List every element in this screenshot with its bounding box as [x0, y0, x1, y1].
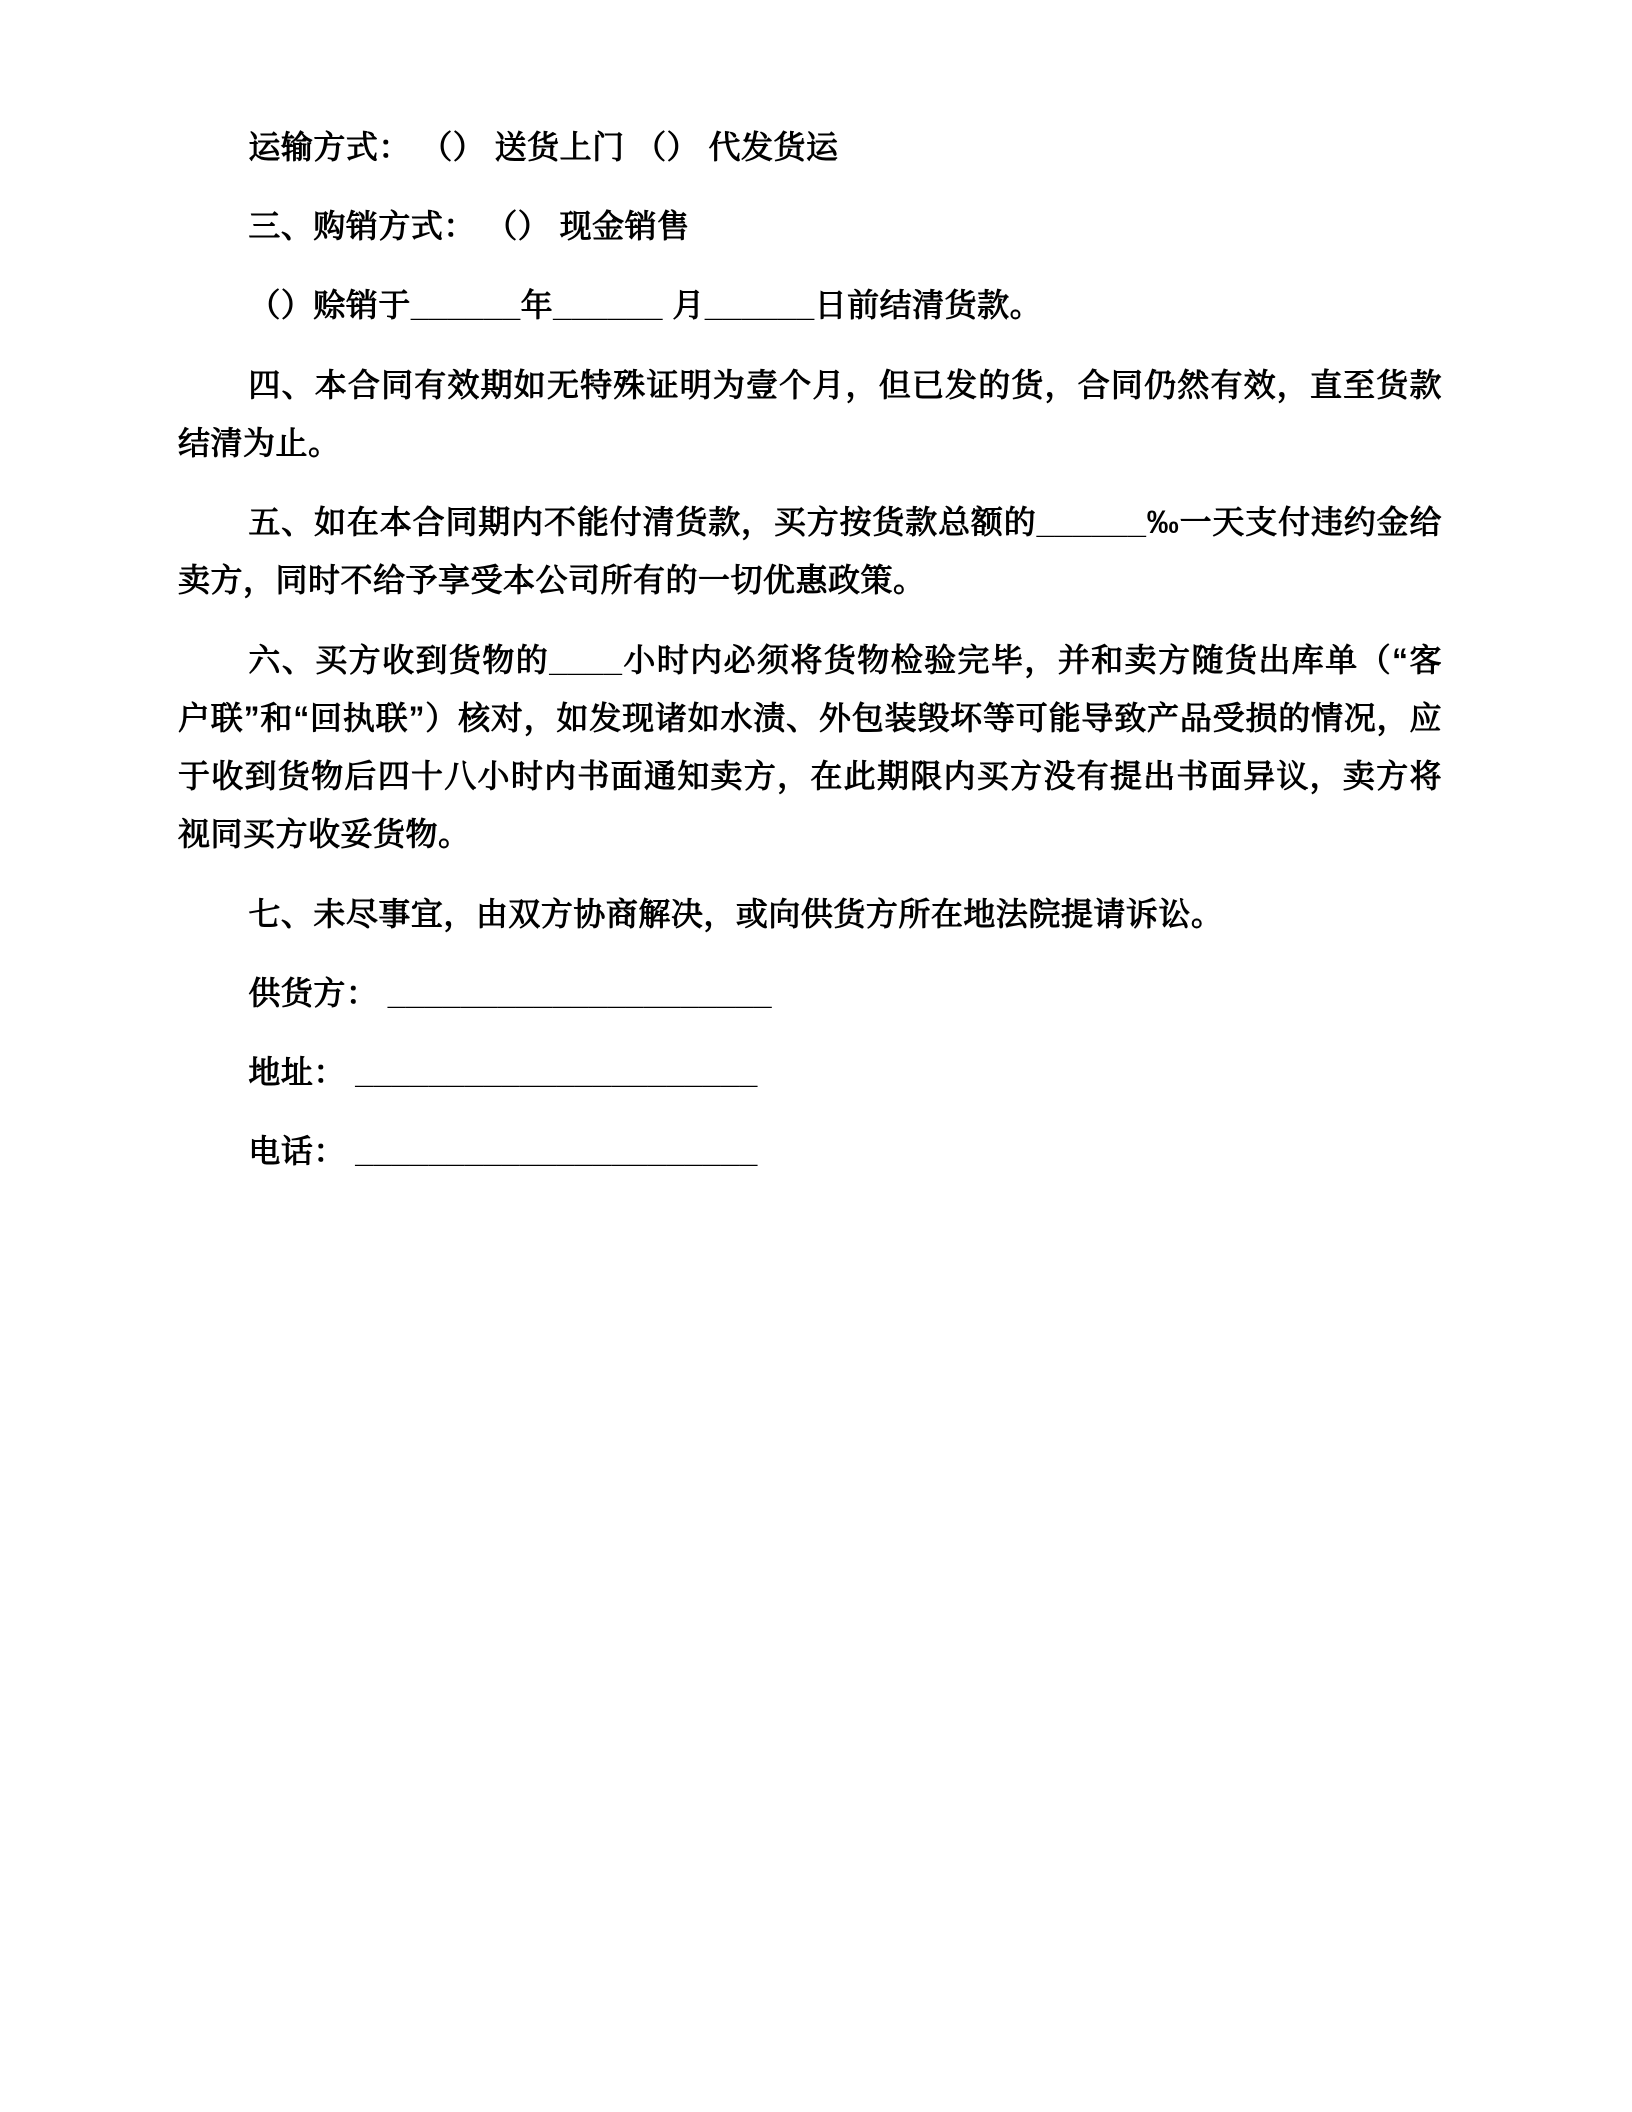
field-phone-blank: 电话： ______________________	[248, 1133, 758, 1170]
document-body	[178, 118, 1442, 1181]
paragraph-shipping-method: 运输方式： （） 送货上门 （） 代发货运	[248, 129, 839, 165]
paragraph-clause-6-inspection: 六、买方收到货物的____小时内必须将货物检验完毕，并和卖方随货出库单（“客户联”和“回执联”）核对，如发现诸如水渍、外包装毁坏等可能导致产品受损的情况，应于收到货物后四十八小时内书面通知卖方，在此期限内买方没有提出书面异议，卖方将视同买方收妥货物。	[178, 641, 1442, 853]
paragraph-clause-7-disputes: 七、未尽事宜，由双方协商解决，或向供货方所在地法院提请诉讼。	[248, 895, 1224, 932]
paragraph-credit-sale-blank: （）赊销于______年______ 月______日前结清货款。	[248, 287, 1043, 324]
paragraph-clause-3-sales-method: 三、购销方式： （） 现金销售	[248, 208, 690, 245]
field-supplier-blank: 供货方： _____________________	[248, 974, 773, 1011]
paragraph-clause-4-validity: 四、本合同有效期如无特殊证明为壹个月，但已发的货，合同仍然有效，直至货款结清为止。	[178, 366, 1442, 461]
field-address-blank: 地址： ______________________	[248, 1054, 758, 1091]
paragraph-clause-5-penalty: 五、如在本合同期内不能付清货款，买方按货款总额的______‰一天支付违约金给卖方，同时不给予享受本公司所有的一切优惠政策。	[178, 504, 1442, 599]
